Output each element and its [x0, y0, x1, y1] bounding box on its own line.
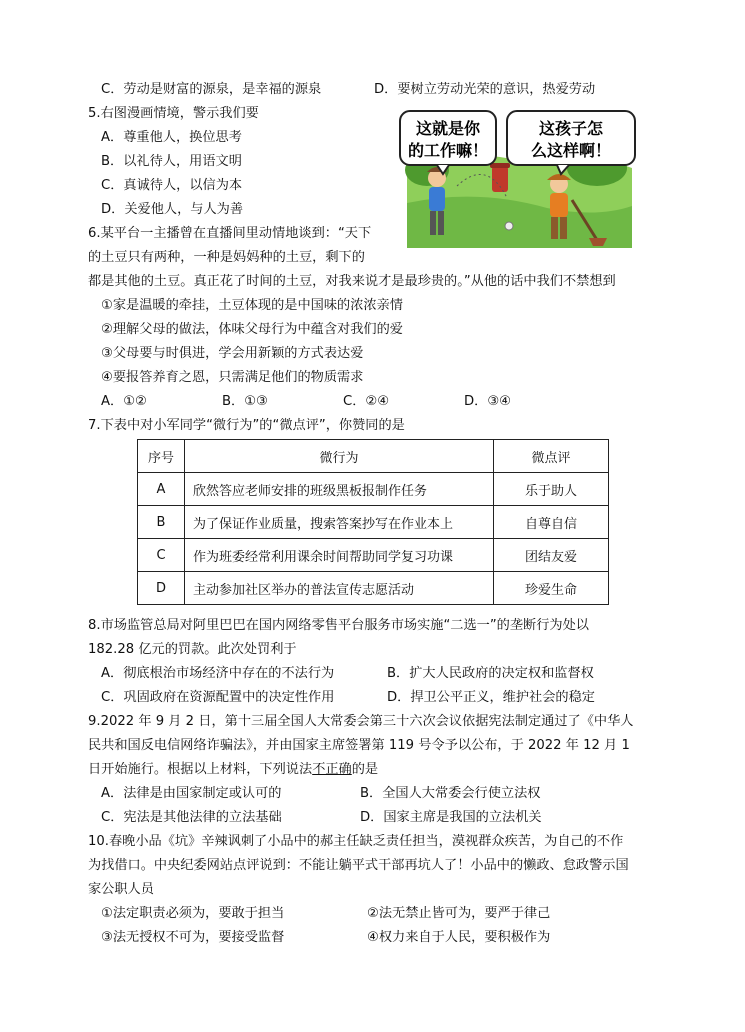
table-row — [138, 539, 609, 572]
statement-1: ①家是温暖的牵挂，土豆体现的是中国味的浓浓亲情 — [101, 298, 403, 313]
option-d: D．国家主席是我国的立法机关 — [360, 810, 542, 825]
question-7-stem: 7.下表中对小军同学“微行为”的“微点评”，你赞同的是 — [88, 418, 405, 433]
table-row — [138, 506, 609, 539]
option-a: A．法律是由国家制定或认可的 — [101, 786, 282, 801]
table-cell: 欣然答应老师安排的班级黑板报制作任务 — [185, 473, 494, 506]
question-6-line3: 都是其他的土豆。真正花了时间的土豆，对我来说才是最珍贵的。”从他的话中我们不禁想到 — [88, 274, 616, 289]
table-cell: 团结友爱 — [494, 539, 609, 572]
option-b: B．全国人大常委会行使立法权 — [360, 786, 541, 801]
option-d: D．捍卫公平正义，维护社会的稳定 — [387, 690, 595, 705]
table-header-cell: 微点评 — [494, 440, 609, 473]
question-5-stem: 5.右图漫画情境，警示我们要 — [88, 106, 259, 121]
question-6-line1: 6.某平台一主播曾在直播间里动情地谈到：“天下 — [88, 226, 372, 241]
question-9-line3-pre: 日开始施行。根据以上材料，下列说法 — [88, 762, 313, 777]
question-6-line2: 的土豆只有两种，一种是妈妈种的土豆，剩下的 — [88, 250, 365, 265]
statement-3: ③法无授权不可为，要接受监督 — [101, 930, 285, 945]
option-d: D．③④ — [464, 394, 511, 409]
option-d: D．要树立劳动光荣的意识，热爱劳动 — [374, 82, 596, 97]
option-b: B．以礼待人，用语文明 — [101, 154, 242, 169]
question-10-line1: 10.春晚小品《坑》辛辣讽刺了小品中的郝主任缺乏责任担当，漠视群众疾苦，为自己的不作 — [88, 834, 624, 849]
table-cell: A — [138, 473, 185, 506]
table-cell: 作为班委经常利用课余时间帮助同学复习功课 — [185, 539, 494, 572]
table-header-row — [138, 440, 609, 473]
underlined-keyword: 不正确 — [312, 762, 352, 777]
bubble-right-line2: 么这样啊！ — [530, 141, 612, 160]
option-c: C．劳动是财富的源泉，是幸福的源泉 — [101, 82, 322, 97]
table-cell: C — [138, 539, 185, 572]
bubble-left-line1: 这就是你 — [415, 119, 481, 138]
table-cell: 乐于助人 — [494, 473, 609, 506]
statement-1: ①法定职责必须为，要敢于担当 — [101, 906, 285, 921]
table-cell: 为了保证作业质量，搜索答案抄写在作业本上 — [185, 506, 494, 539]
question-8-line1: 8.市场监管总局对阿里巴巴在国内网络零售平台服务市场实施“二选一”的垄断行为处以 — [88, 618, 589, 633]
question-9-line3-post: 的是 — [351, 762, 379, 777]
table-header-cell: 微行为 — [185, 440, 494, 473]
statement-2: ②法无禁止皆可为，要严于律己 — [367, 906, 551, 921]
table-cell: 主动参加社区举办的普法宣传志愿活动 — [185, 572, 494, 605]
question-9-line3 — [88, 761, 378, 779]
table-cell: D — [138, 572, 185, 605]
table-row — [138, 473, 609, 506]
question-9-line1: 9.2022 年 9 月 2 日，第十三届全国人大常委会第三十六次会议依据宪法制定通过了《中华人 — [88, 714, 634, 729]
bubble-right-line1: 这孩子怎 — [538, 119, 604, 138]
option-c: C．真诚待人，以信为本 — [101, 178, 243, 193]
table-cell: 自尊自信 — [494, 506, 609, 539]
table-header-cell: 序号 — [138, 440, 185, 473]
option-c: C．宪法是其他法律的立法基础 — [101, 810, 282, 825]
option-b: B．①③ — [222, 394, 268, 409]
option-b: B．扩大人民政府的决定权和监督权 — [387, 666, 594, 681]
cartoon-illustration — [397, 108, 637, 248]
question-10-line3: 家公职人员 — [88, 882, 154, 897]
bubble-left-line2: 的工作嘛！ — [407, 141, 489, 160]
table-row — [138, 572, 609, 605]
table-cell: B — [138, 506, 185, 539]
question-8-line2: 182.28 亿元的罚款。此次处罚利于 — [88, 642, 297, 657]
statement-4: ④要报答养育之恩，只需满足他们的物质需求 — [101, 370, 364, 385]
option-a: A．彻底根治市场经济中存在的不法行为 — [101, 666, 335, 681]
table-cell: 珍爱生命 — [494, 572, 609, 605]
question-9-line2: 民共和国反电信网络诈骗法》，并由国家主席签署第 119 号令予以公布，于 2022 年 12 月 1 — [88, 738, 630, 753]
statement-2: ②理解父母的做法，体味父母行为中蕴含对我们的爱 — [101, 322, 403, 337]
option-d: D．关爱他人，与人为善 — [101, 202, 244, 217]
option-c: C．②④ — [343, 394, 390, 409]
behavior-table — [137, 439, 609, 605]
statement-3: ③父母要与时俱进，学会用新颖的方式表达爱 — [101, 346, 364, 361]
option-c: C．巩固政府在资源配置中的决定性作用 — [101, 690, 335, 705]
option-a: A．①② — [101, 394, 147, 409]
question-10-line2: 为找借口。中央纪委网站点评说到：不能让躺平式干部再坑人了！小品中的懒政、怠政警示国 — [88, 858, 629, 873]
option-a: A．尊重他人，换位思考 — [101, 130, 242, 145]
statement-4: ④权力来自于人民，要积极作为 — [367, 930, 551, 945]
